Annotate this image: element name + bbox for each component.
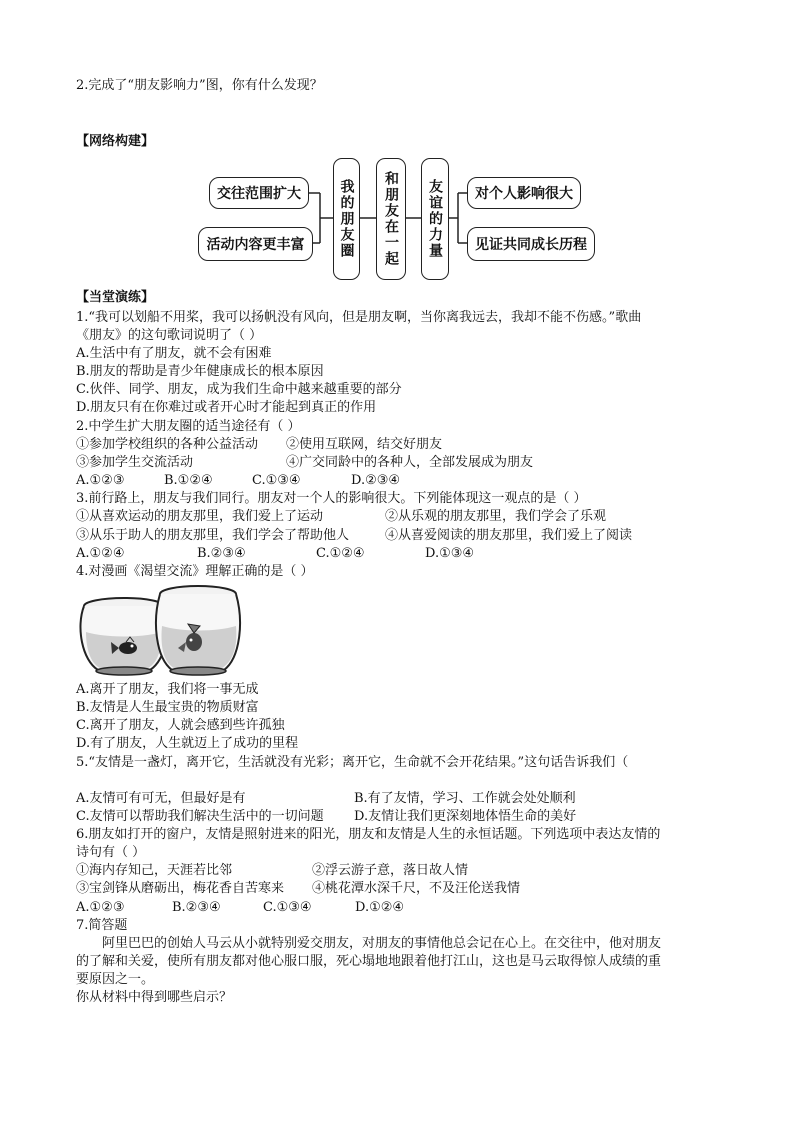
- q1-option-b: B.朋友的帮助是青少年健康成长的根本原因: [76, 364, 324, 379]
- q2-item-2: ②使用互联网，结交好朋友: [286, 437, 443, 452]
- q7-material-line1: 阿里巴巴的创始人马云从小就特别爱交朋友，对朋友的事情他总会记在心上。在交往中，他对朋友: [102, 936, 662, 951]
- q2-option-c: C.①③④: [252, 473, 301, 488]
- q2-item-4: ④广交同龄中的各种人，全部发展成为朋友: [286, 455, 534, 470]
- q2-item-3: ③参加学生交流活动: [76, 455, 194, 470]
- q4-option-c: C.离开了朋友，人就会感到些许孤独: [76, 718, 285, 733]
- q2-option-d: D.②③④: [351, 473, 401, 488]
- q4-option-a: A.离开了朋友，我们将一事无成: [76, 682, 259, 697]
- q5-option-b: B.有了友情，学习、工作就会处处顺利: [354, 791, 576, 806]
- q3-option-a: A.①②④: [76, 546, 125, 561]
- q4-stem: 4.对漫画《渴望交流》理解正确的是（ ）: [76, 564, 314, 579]
- q2-item-1: ①参加学校组织的各种公益活动: [76, 437, 259, 452]
- q2-option-a: A.①②③: [76, 473, 125, 488]
- q6-option-c: C.①③④: [263, 900, 312, 915]
- q6-stem-line2: 诗句有（ ）: [76, 845, 146, 860]
- q6-option-b: B.②③④: [172, 900, 221, 915]
- map-node-influence: 对个人影响很大: [467, 177, 581, 209]
- q3-stem: 3.前行路上，朋友与我们同行。朋友对一个人的影响很大。下列能体现这一观点的是（ ）: [76, 491, 587, 506]
- q7-material-line2: 的了解和关爱，使所有朋友都对他心服口服，死心塌地地跟着他打江山，这也是马云取得惊人成绩的重: [76, 954, 662, 969]
- fishbowl-cartoon: [76, 582, 246, 682]
- q3-option-b: B.②③④: [197, 546, 246, 561]
- practice-heading: 【当堂演练】: [76, 290, 155, 305]
- map-node-activities: 活动内容更丰富: [198, 227, 313, 261]
- q2-stem: 2.中学生扩大朋友圈的适当途径有（ ）: [76, 419, 301, 434]
- q3-item-3: ③从乐于助人的朋友那里，我们学会了帮助他人: [76, 528, 350, 543]
- q3-item-1: ①从喜欢运动的朋友那里，我们爱上了运动: [76, 509, 324, 524]
- q1-option-d: D.朋友只有在你难过或者开心时才能起到真正的作用: [76, 400, 377, 415]
- map-node-circle: 我的朋友圈: [333, 158, 360, 280]
- q5-option-a: A.友情可有可无，但最好是有: [76, 791, 246, 806]
- q6-item-2: ②浮云游子意，落日故人情: [312, 863, 469, 878]
- q6-option-a: A.①②③: [76, 900, 125, 915]
- q1-option-c: C.伙伴、同学、朋友，成为我们生命中越来越重要的部分: [76, 382, 402, 397]
- q4-option-b: B.友情是人生最宝贵的物质财富: [76, 700, 259, 715]
- q6-item-4: ④桃花潭水深千尺，不及汪伦送我情: [312, 881, 521, 896]
- q6-option-d: D.①②④: [355, 900, 405, 915]
- q2-option-b: B.①②④: [164, 473, 213, 488]
- q7-question: 你从材料中得到哪些启示？: [76, 990, 233, 1005]
- network-heading: 【网络构建】: [76, 134, 155, 149]
- q3-option-d: D.①③④: [425, 546, 475, 561]
- q3-item-4: ④从喜爱阅读的朋友那里，我们爱上了阅读: [385, 528, 633, 543]
- q5-option-d: D.友情让我们更深刻地体悟生命的美好: [354, 809, 577, 824]
- q7-material-line3: 要原因之一。: [76, 972, 155, 987]
- q5-option-c: C.友情可以帮助我们解决生活中的一切问题: [76, 809, 324, 824]
- map-node-scope: 交往范围扩大: [209, 177, 309, 209]
- map-node-power: 友谊的力量: [421, 158, 449, 280]
- q6-stem-line1: 6.朋友如打开的窗户，友情是照射进来的阳光，朋友和友情是人生的永恒话题。下列选项中表达友情的: [76, 827, 661, 842]
- q1-stem-line2: 《朋友》的这句歌词说明了（ ）: [76, 328, 263, 343]
- q7-heading: 7.简答题: [76, 918, 128, 933]
- q3-option-c: C.①②④: [316, 546, 365, 561]
- q6-item-3: ③宝剑锋从磨砺出，梅花香自苦寒来: [76, 881, 285, 896]
- q1-option-a: A.生活中有了朋友，就不会有困难: [76, 346, 272, 361]
- q3-item-2: ②从乐观的朋友那里，我们学会了乐观: [385, 509, 607, 524]
- q5-stem: 5.“友情是一盏灯，离开它，生活就没有光彩；离开它，生命就不会开花结果。”这句话告诉我们（: [76, 755, 629, 770]
- q4-option-d: D.有了朋友，人生就迈上了成功的里程: [76, 736, 299, 751]
- map-node-together: 和朋友在一起: [376, 158, 406, 280]
- q1-stem-line1: 1.“我可以划船不用桨，我可以扬帆没有风向，但是朋友啊，当你离我远去，我却不能不伤感。”歌曲: [76, 310, 642, 325]
- previous-question: 2.完成了“朋友影响力”图，你有什么发现？: [76, 78, 323, 93]
- map-node-growth: 见证共同成长历程: [467, 227, 595, 261]
- q6-item-1: ①海内存知己，天涯若比邻: [76, 863, 233, 878]
